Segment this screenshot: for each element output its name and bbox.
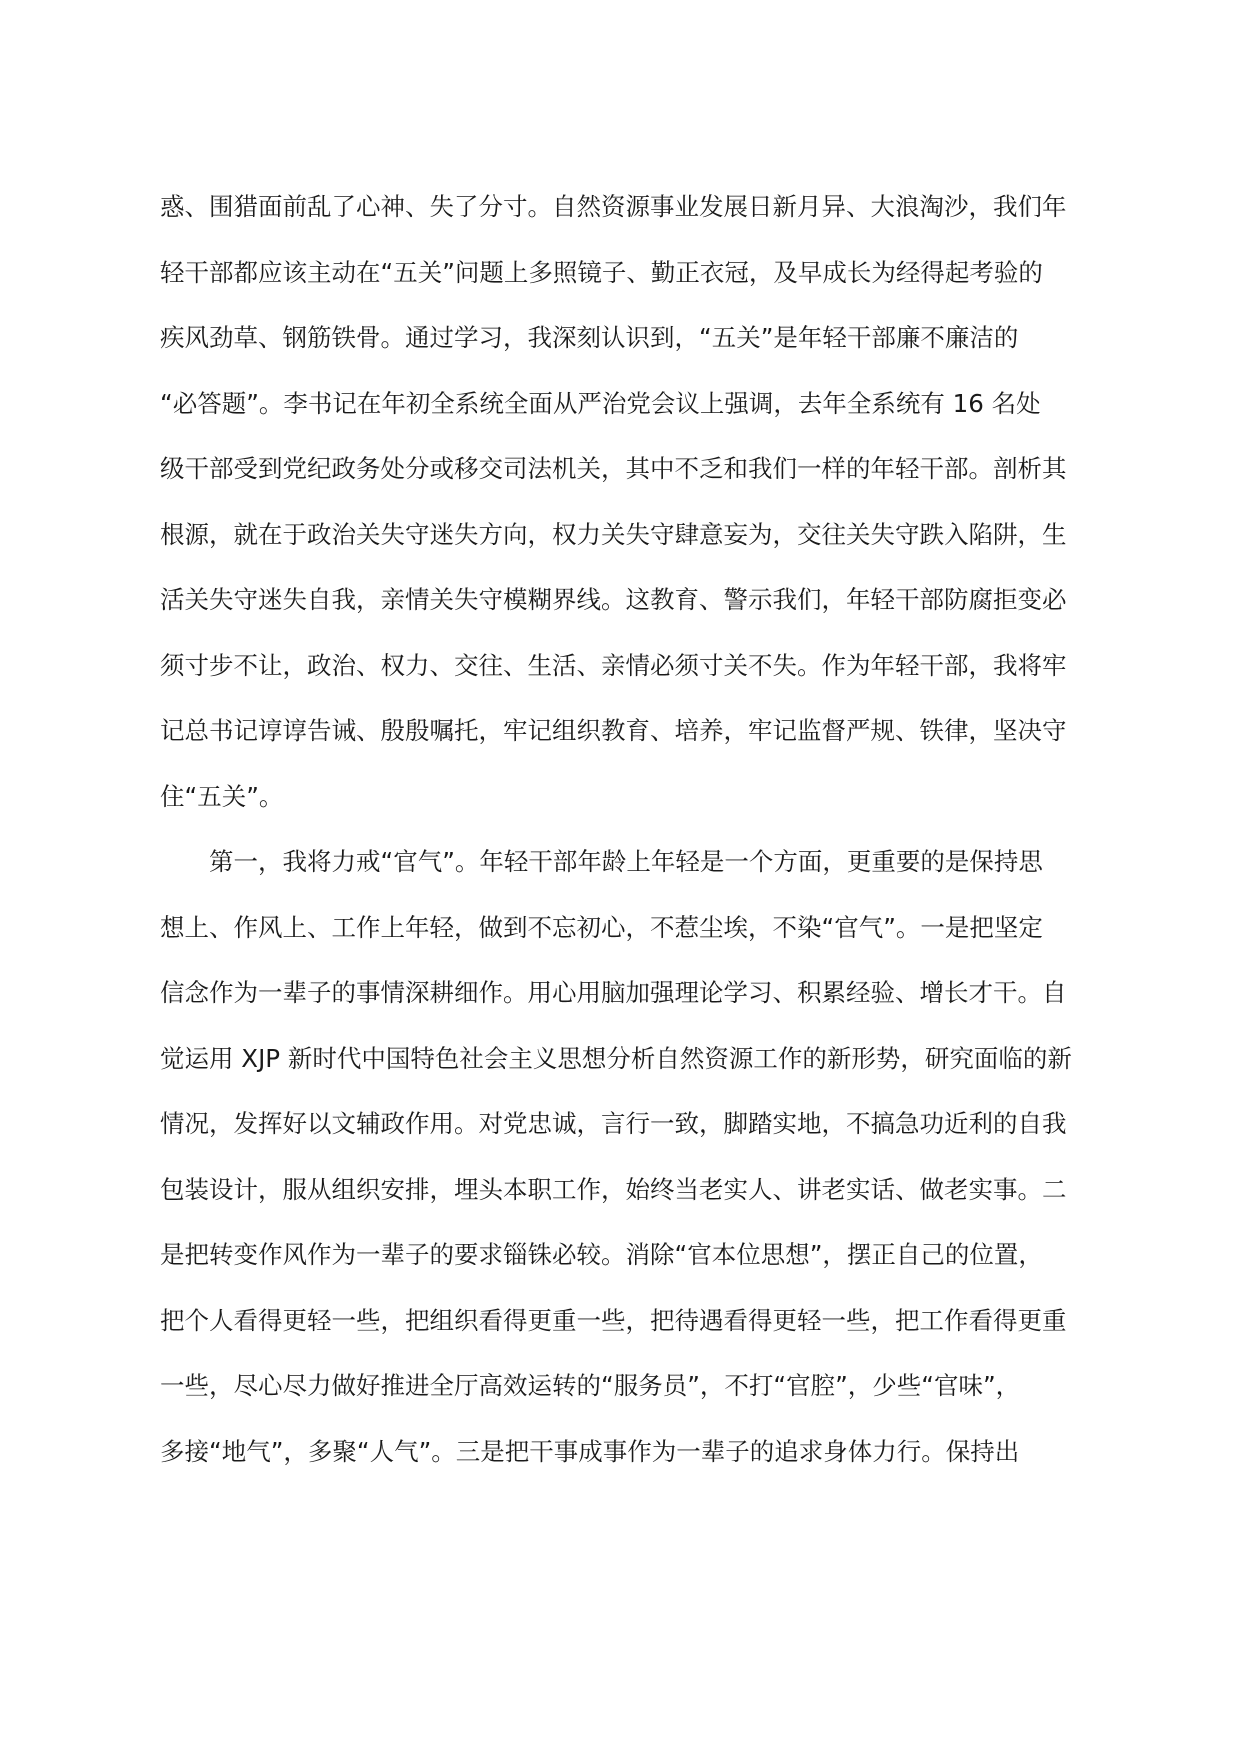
text-line: 惑、围猎面前乱了心神、失了分寸。自然资源事业发展日新月异、大浪淘沙，我们年	[160, 192, 1067, 221]
text-line: 是把转变作风作为一辈子的要求锱铢必较。消除“官本位思想”，摆正自己的位置，	[160, 1240, 1043, 1269]
text-line: 信念作为一辈子的事情深耕细作。用心用脑加强理论学习、积累经验、增长才干。自	[160, 978, 1067, 1007]
text-line: 轻干部都应该主动在“五关”问题上多照镜子、勤正衣冠，及早成长为经得起考验的	[160, 257, 1043, 287]
text-line: 想上、作风上、工作上年轻，做到不忘初心，不惹尘埃，不染“官气”。一是把坚定	[160, 912, 1043, 942]
text-line: 包装设计，服从组织安排，埋头本职工作，始终当老实人、讲老实话、做老实事。二	[160, 1174, 1067, 1204]
text-line: 住“五关”。	[160, 781, 284, 811]
text-line: “必答题”。李书记在年初全系统全面从严治党会议上强调，去年全系统有 16 名处	[160, 388, 1041, 418]
text-line: 情况，发挥好以文辅政作用。对党忠诚，言行一致，脚踏实地，不搞急功近利的自我	[160, 1109, 1067, 1138]
text-line: 级干部受到党纪政务处分或移交司法机关，其中不乏和我们一样的年轻干部。剖析其	[160, 454, 1067, 483]
text-line: 活关失守迷失自我，亲情关失守模糊界线。这教育、警示我们，年轻干部防腐拒变必	[160, 585, 1067, 614]
text-line: 记总书记谆谆告诫、殷殷嘱托，牢记组织教育、培养，牢记监督严规、铁律，坚决守	[160, 716, 1067, 745]
text-line: 须寸步不让，政治、权力、交往、生活、亲情必须寸关不失。作为年轻干部，我将牢	[160, 650, 1067, 680]
text-line: 把个人看得更轻一些，把组织看得更重一些，把待遇看得更轻一些，把工作看得更重	[160, 1305, 1067, 1335]
text-line: 根源，就在于政治关失守迷失方向，权力关失守肆意妄为，交往关失守跌入陷阱，生	[160, 519, 1067, 549]
text-line: 一些，尽心尽力做好推进全厅高效运转的“服务员”，不打“官腔”，少些“官味”，	[160, 1371, 1021, 1400]
text-line: 第一，我将力戒“官气”。年轻干部年龄上年轻是一个方面，更重要的是保持思	[209, 847, 1043, 876]
text-line: 觉运用 XJP 新时代中国特色社会主义思想分析自然资源工作的新形势，研究面临的新	[160, 1043, 1072, 1073]
text-line: 多接“地气”，多聚“人气”。三是把干事成事作为一辈子的追求身体力行。保持出	[160, 1436, 1020, 1466]
text-line: 疾风劲草、钢筋铁骨。通过学习，我深刻认识到，“五关”是年轻干部廉不廉洁的	[160, 323, 1019, 352]
document-body	[160, 174, 1080, 1484]
